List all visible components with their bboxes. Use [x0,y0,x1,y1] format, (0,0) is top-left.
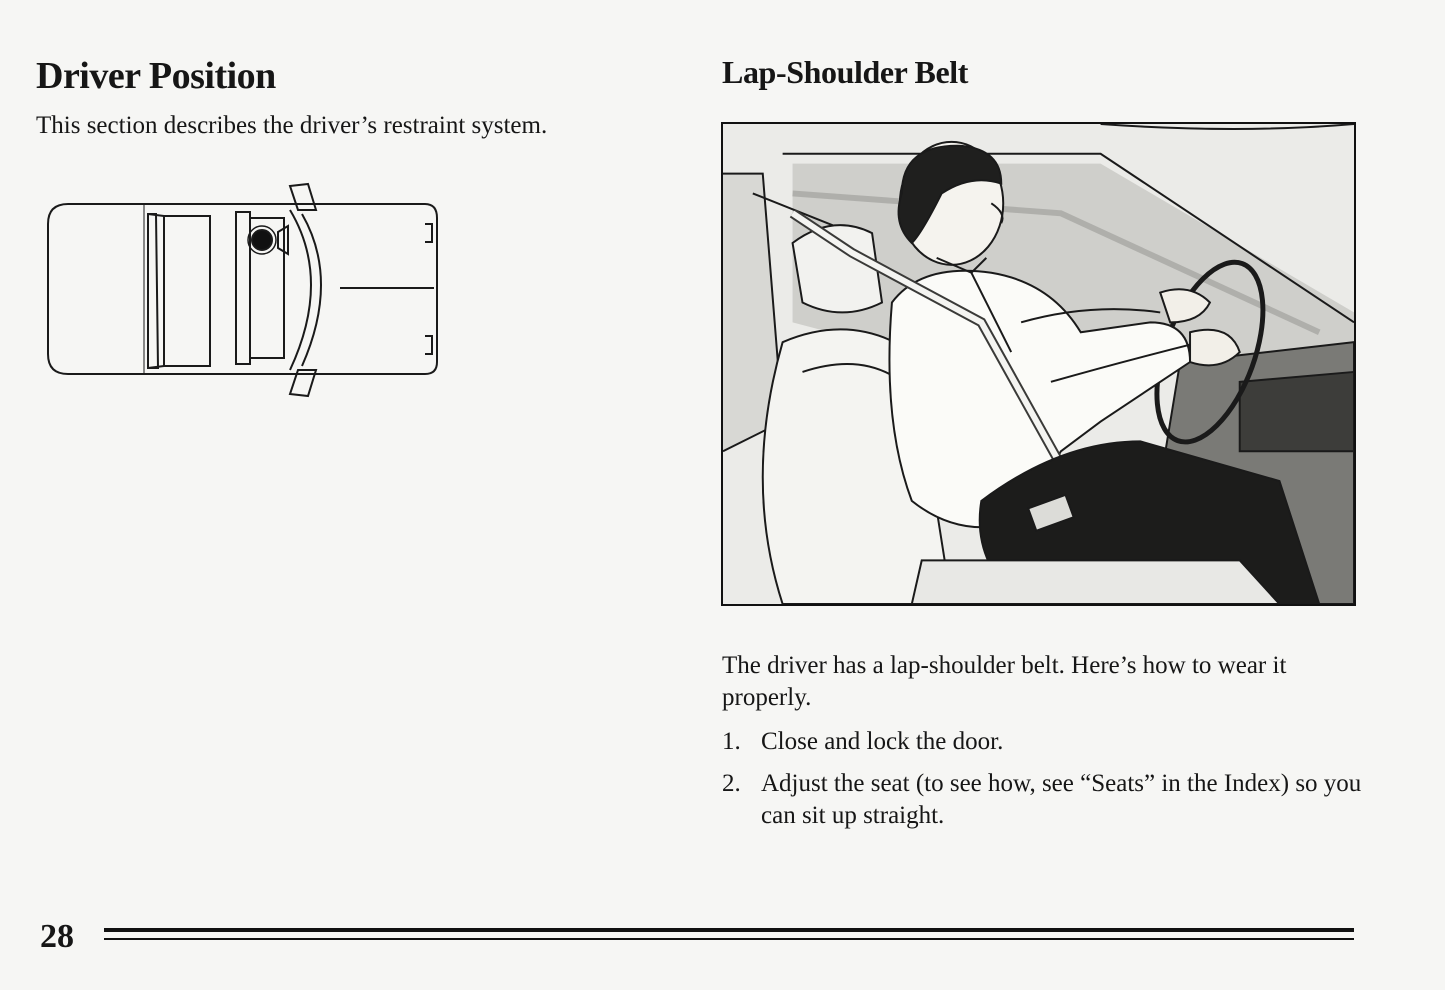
page-number: 28 [40,918,74,955]
step-text: Close and lock the door. [761,728,1004,755]
list-item [722,768,1362,832]
list-item [722,726,1362,758]
footer-rule-thin [104,938,1354,940]
belt-section-title: Lap-Shoulder Belt [722,54,968,90]
section-intro: This section describes the driver’s restraint system. [36,112,548,139]
step-number: 1. [722,728,741,755]
step-number: 2. [722,770,741,797]
belt-paragraph: The driver has a lap-shoulder belt. Here’s how to wear it properly. [722,652,1287,711]
driver-belt-illustration [721,122,1356,606]
section-title: Driver Position [36,55,276,97]
car-top-view-diagram [40,180,450,402]
footer-rule [104,928,1354,932]
step-text: Adjust the seat (to see how, see “Seats” in the Index) so you can sit up straight. [761,770,1362,829]
